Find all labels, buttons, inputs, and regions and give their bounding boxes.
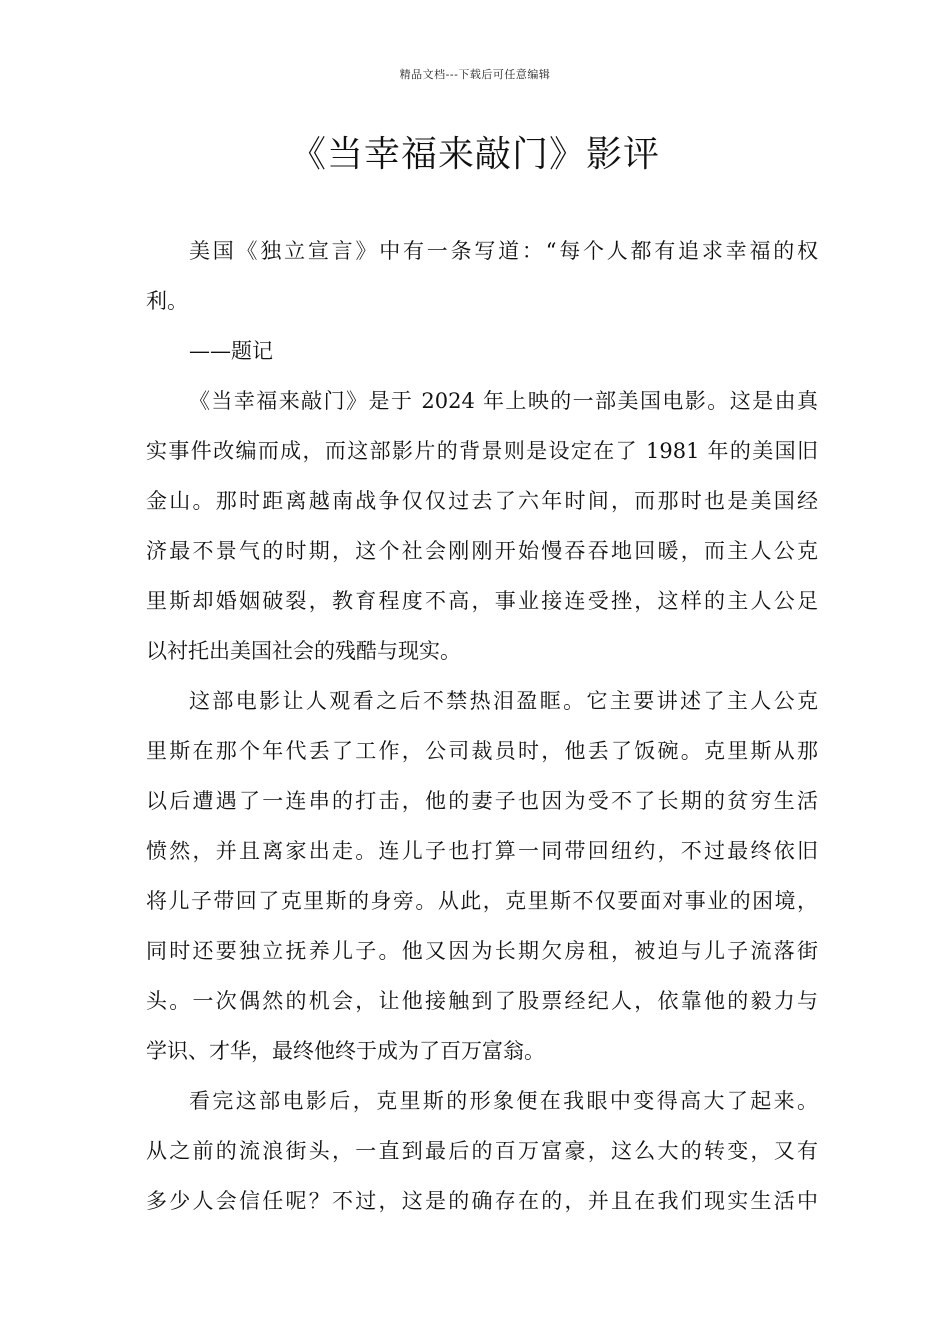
body-line: 将儿子带回了克里斯的身旁。从此，克里斯不仅要面对事业的困境，: [146, 889, 818, 913]
body-line: 学识、才华，最终他终于成为了百万富翁。: [146, 1039, 545, 1063]
body-line: 头。一次偶然的机会，让他接触到了股票经纪人，依靠他的毅力与: [146, 989, 818, 1013]
body-line: 以后遭遇了一连串的打击，他的妻子也因为受不了长期的贫穷生活: [146, 789, 818, 813]
body-line: 里斯在那个年代丢了工作，公司裁员时，他丢了饭碗。克里斯从那: [146, 739, 818, 763]
body-line: 同时还要独立抚养儿子。他又因为长期欠房租，被迫与儿子流落街: [146, 939, 818, 963]
body-line: 从之前的流浪街头，一直到最后的百万富豪，这么大的转变，又有: [146, 1139, 818, 1163]
document-body: [146, 226, 818, 1226]
body-line: 《当幸福来敲门》是于 2024 年上映的一部美国电影。这是由真: [189, 389, 818, 413]
body-line: 里斯却婚姻破裂，教育程度不高，事业接连受挫，这样的主人公足: [146, 589, 818, 613]
body-line: 金山。那时距离越南战争仅仅过去了六年时间，而那时也是美国经: [146, 489, 818, 513]
body-line: 这部电影让人观看之后不禁热泪盈眶。它主要讲述了主人公克: [189, 689, 818, 713]
header-note: 精品文档---下载后可任意编辑: [399, 68, 551, 81]
body-line: 实事件改编而成，而这部影片的背景则是设定在了 1981 年的美国旧: [146, 439, 818, 463]
document-title: 《当幸福来敲门》影评: [289, 134, 660, 175]
body-line: 以衬托出美国社会的残酷与现实。: [146, 639, 461, 663]
body-line: 济最不景气的时期，这个社会刚刚开始慢吞吞地回暖，而主人公克: [146, 539, 818, 563]
body-line: 愤然，并且离家出走。连儿子也打算一同带回纽约，不过最终依旧: [146, 839, 818, 863]
body-line: 多少人会信任呢？不过，这是的确存在的，并且在我们现实生活中: [146, 1189, 818, 1213]
body-line: 看完这部电影后，克里斯的形象便在我眼中变得高大了起来。: [189, 1089, 818, 1113]
body-line: ——题记: [189, 339, 273, 363]
body-line: 利。: [146, 289, 188, 313]
body-line: 美国《独立宣言》中有一条写道：“每个人都有追求幸福的权: [189, 239, 818, 263]
